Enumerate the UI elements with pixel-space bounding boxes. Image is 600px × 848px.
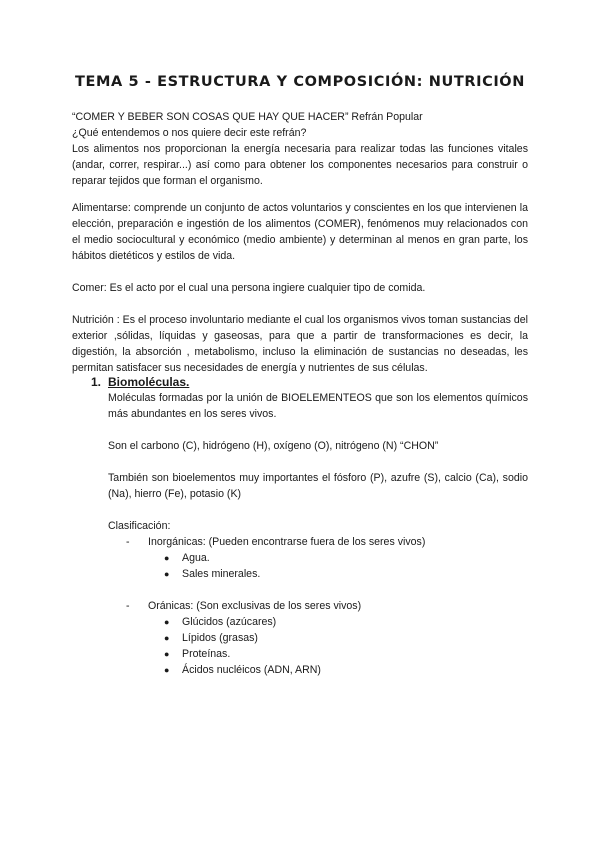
intro-block xyxy=(72,109,528,205)
bullet-icon: ● xyxy=(164,665,170,675)
inorganicas-group xyxy=(108,534,528,550)
list-item: ● Sales minerales. xyxy=(164,568,261,580)
intro-quote: “COMER Y BEBER SON COSAS QUE HAY QUE HACER” Refrán Popular xyxy=(72,111,423,123)
organicas-list xyxy=(108,614,528,678)
organicas-label: Oránicas: (Son exclusivas de los seres vivos) xyxy=(148,600,362,612)
dash-marker: - xyxy=(126,536,130,548)
bullet-icon: ● xyxy=(164,553,170,563)
organicas-group xyxy=(108,598,528,614)
bullet-icon: ● xyxy=(164,617,170,627)
inorganicas-label: Inorgánicas: (Pueden encontrarse fuera de los seres vivos) xyxy=(148,536,426,548)
dash-marker: - xyxy=(126,600,130,612)
bullet-icon: ● xyxy=(164,649,170,659)
definitions-block xyxy=(72,200,528,376)
intro-explanation: Los alimentos nos proporcionan la energía necesaria para realizar todas las funciones vitales (andar, correr, respirar...) así como para obtener los componentes necesarios para construir o reparar tejidos que forman el organismo. xyxy=(72,143,528,187)
page-title: TEMA 5 - ESTRUCTURA Y COMPOSICIÓN: NUTRICIÓN xyxy=(75,74,525,90)
chon-text: Son el carbono (C), hidrógeno (H), oxígeno (O), nitrógeno (N) “CHON” xyxy=(108,440,439,452)
bullet-icon: ● xyxy=(164,633,170,643)
list-item: ● Ácidos nucléicos (ADN, ARN) xyxy=(164,664,321,676)
list-item: ● Glúcidos (azúcares) xyxy=(164,616,277,628)
definition-comer: Comer: Es el acto por el cual una persona ingiere cualquier tipo de comida. xyxy=(72,282,426,294)
definition-nutricion: Nutrición : Es el proceso involuntario mediante el cual los organismos vivos toman sustancias del exterior ,sólidas, líquidas y gaseosas, para que a partir de transformaciones es decir, la digestión, la absorción , metabolismo, incluso la eliminación de sustancias no deseadas, les permitan satisfacer sus necesidades de energía y nutrientes de sus células. xyxy=(72,314,528,374)
section-body xyxy=(108,390,528,678)
list-item: ● Lípidos (grasas) xyxy=(164,632,258,644)
clasificacion-label: Clasificación: xyxy=(108,520,171,532)
list-item: ● Proteínas. xyxy=(164,648,231,660)
bullet-icon: ● xyxy=(164,569,170,579)
definition-alimentarse: Alimentarse: comprende un conjunto de actos voluntarios y conscientes en los que intervienen la elección, preparación e ingestión de los alimentos (COMER), fenómenos muy relacionados con el medio sociocultural y económico (medio ambiente) y determinan al menos en gran parte, los hábitos dietéticos y estilos de vida. xyxy=(72,202,528,262)
other-bioelements-text: También son bioelementos muy importantes el fósforo (P), azufre (S), calcio (Ca), sodio (Na), hierro (Fe), potasio (K) xyxy=(108,472,528,500)
section-number: 1. xyxy=(91,375,102,389)
section-title: Biomoléculas. xyxy=(108,375,190,389)
list-item: ● Agua. xyxy=(164,552,210,564)
biomoleculas-definition: Moléculas formadas por la unión de BIOELEMENTEOS que son los elementos químicos más abundantes en los seres vivos. xyxy=(108,392,528,420)
inorganicas-list xyxy=(108,550,528,582)
intro-question: ¿Qué entendemos o nos quiere decir este refrán? xyxy=(72,127,307,139)
